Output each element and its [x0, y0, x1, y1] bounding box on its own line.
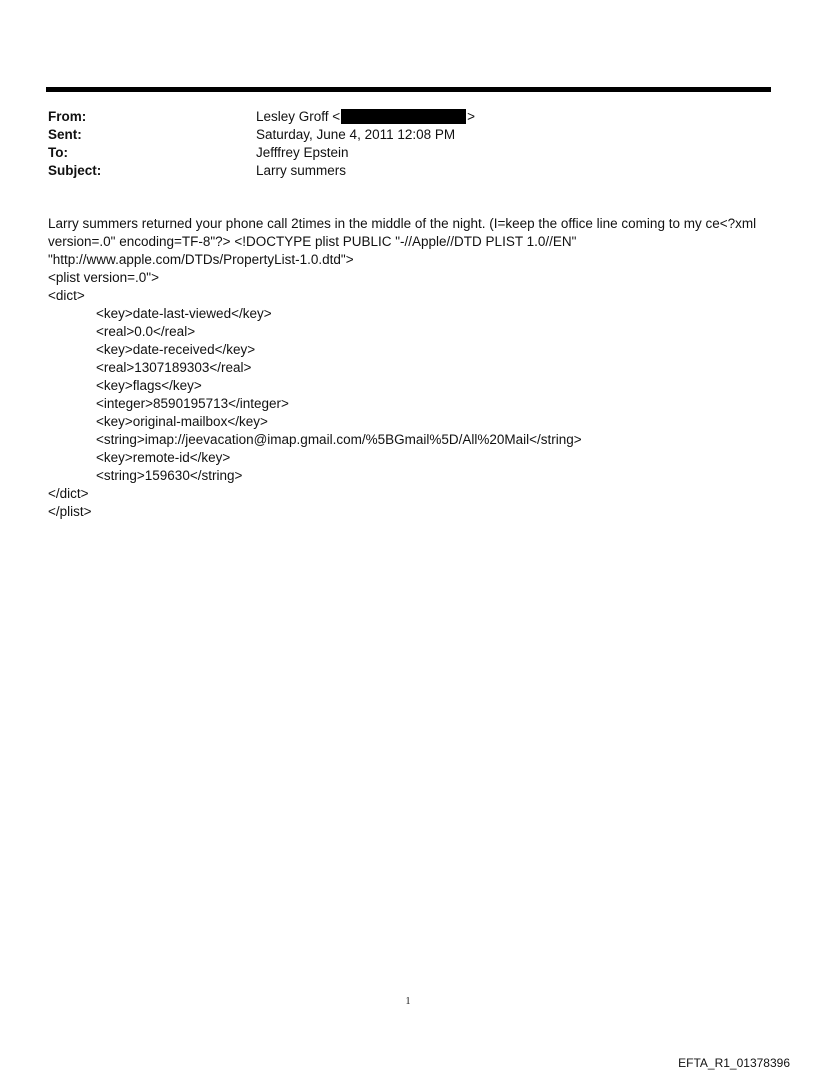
from-close: >: [467, 109, 476, 124]
body-line: Larry summers returned your phone call 2times in the middle of the night. (I=keep the office line coming to my ce<?xml: [48, 216, 757, 231]
body-line: "http://www.apple.com/DTDs/PropertyList-1.0.dtd">: [48, 252, 354, 267]
sent-value: Saturday, June 4, 2011 12:08 PM: [256, 127, 456, 142]
redaction-box: [341, 109, 466, 124]
email-body: [48, 215, 770, 521]
page-number: 1: [405, 996, 411, 1007]
body-line: </plist>: [48, 504, 92, 519]
from-name: Lesley Groff <: [256, 109, 341, 124]
body-line: <string>imap://jeevacation@imap.gmail.com/%5BGmail%5D/All%20Mail</string>: [96, 432, 582, 447]
body-line: <key>date-received</key>: [96, 342, 256, 357]
subject-value: Larry summers: [256, 163, 347, 178]
body-line: <real>1307189303</real>: [96, 360, 252, 375]
email-header: [48, 108, 768, 180]
to-label: To:: [48, 145, 68, 160]
subject-row: [48, 162, 768, 180]
body-line: <string>159630</string>: [96, 468, 243, 483]
body-line: <key>original-mailbox</key>: [96, 414, 268, 429]
to-value: Jefffrey Epstein: [256, 145, 349, 160]
from-value: [256, 108, 475, 126]
document-id: EFTA_R1_01378396: [678, 1056, 790, 1070]
body-line: version=.0" encoding=TF-8"?> <!DOCTYPE plist PUBLIC "-//Apple//DTD PLIST 1.0//EN": [48, 234, 577, 249]
body-line: <plist version=.0">: [48, 270, 159, 285]
sent-label: Sent:: [48, 127, 82, 142]
from-label: From:: [48, 109, 87, 124]
body-line: <real>0.0</real>: [96, 324, 196, 339]
body-line: <key>remote-id</key>: [96, 450, 231, 465]
body-line: <key>flags</key>: [96, 378, 202, 393]
subject-label: Subject:: [48, 163, 102, 178]
body-line: <key>date-last-viewed</key>: [96, 306, 272, 321]
sent-row: [48, 126, 768, 144]
body-line: <integer>8590195713</integer>: [96, 396, 289, 411]
to-row: [48, 144, 768, 162]
header-rule: [46, 87, 771, 92]
from-row: [48, 108, 768, 126]
body-line: </dict>: [48, 486, 89, 501]
body-line: <dict>: [48, 288, 85, 303]
